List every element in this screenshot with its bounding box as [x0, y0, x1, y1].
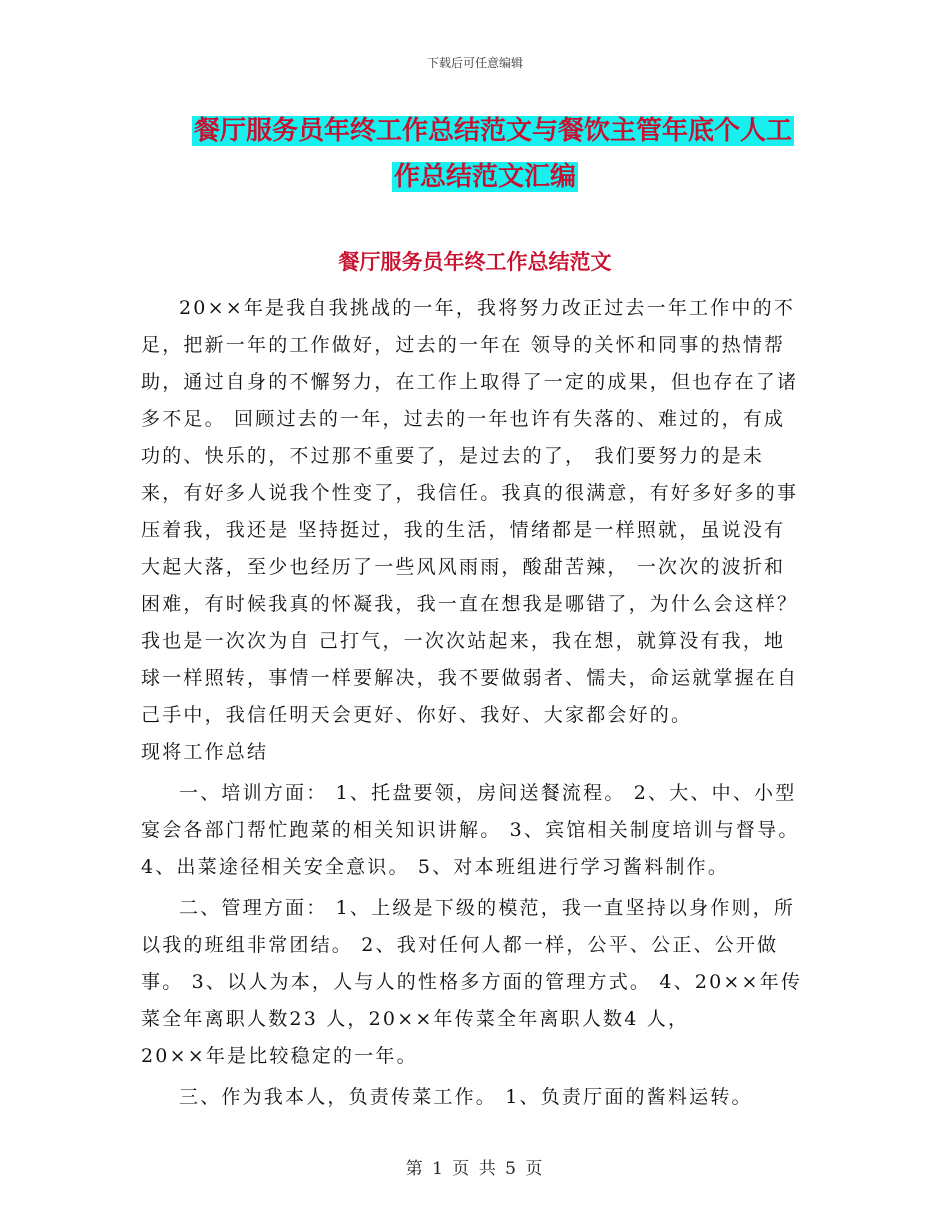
paragraph-self: 三、作为我本人，负责传菜工作。 1、负责厅面的酱料运转。	[179, 1086, 753, 1108]
paragraph-summary-lead: 现将工作总结	[141, 741, 269, 763]
document-body	[141, 290, 806, 1116]
paragraph-intro: 20××年是我自我挑战的一年，我将努力改正过去一年工作中的不足，把新一年的工作做好，过去的一年在 领导的关怀和同事的热情帮助，通过自身的不懈努力，在工作上取得了一定的成果，但也存在了诸多不足。 回顾过去的一年，过去的一年也许有失落的、难过的，有成功的、快乐的，不过那不重要了，是过去的了， 我们要努力的是未来，有好多人说我个性变了，我信任。我真的很满意，有好多好多的事压着我，我还是 坚持挺过，我的生活，情绪都是一样照就，虽说没有大起大落，至少也经历了一些风风雨雨，酸甜苦辣， 一次次的波折和困难，有时候我真的怀凝我，我一直在想我是哪错了，为什么会这样？我也是一次次为自 己打气，一次次站起来，我在想，就算没有我，地球一样照转，事情一样要解决，我不要做弱者、懦夫，命运就掌握在自己手中，我信任明天会更好、你好、我好、大家都会好的。	[141, 297, 799, 726]
title-line-1: 餐厅服务员年终工作总结范文与餐饮主管年底个人工	[194, 116, 793, 146]
paragraph-management-cont: 20××年是比较稳定的一年。	[141, 1045, 418, 1067]
paragraph-training: 一、培训方面： 1、托盘要领，房间送餐流程。 2、大、中、小型宴会各部门帮忙跑菜的相关知识讲解。 3、宾馆相关制度培训与督导。 4、出菜途径相关安全意识。 5、对本班组进行学习酱料制作。	[141, 782, 800, 878]
header-note: 下载后可任意编辑	[426, 56, 523, 70]
paragraph-management: 二、管理方面： 1、上级是下级的模范，我一直坚持以身作则，所以我的班组非常团结。 2、我对任何人都一样，公平、公正、公开做事。 3、以人为本，人与人的性格多方面的管理方式。 4、20××年传菜全年离职人数23 人，20××年传菜全年离职人数4 人，	[141, 897, 803, 1030]
section-title: 餐厅服务员年终工作总结范文	[338, 249, 612, 274]
title-line-2: 作总结范文汇编	[393, 162, 576, 192]
document-title	[140, 108, 810, 200]
page-footer: 第 1 页 共 5 页	[405, 1159, 545, 1179]
